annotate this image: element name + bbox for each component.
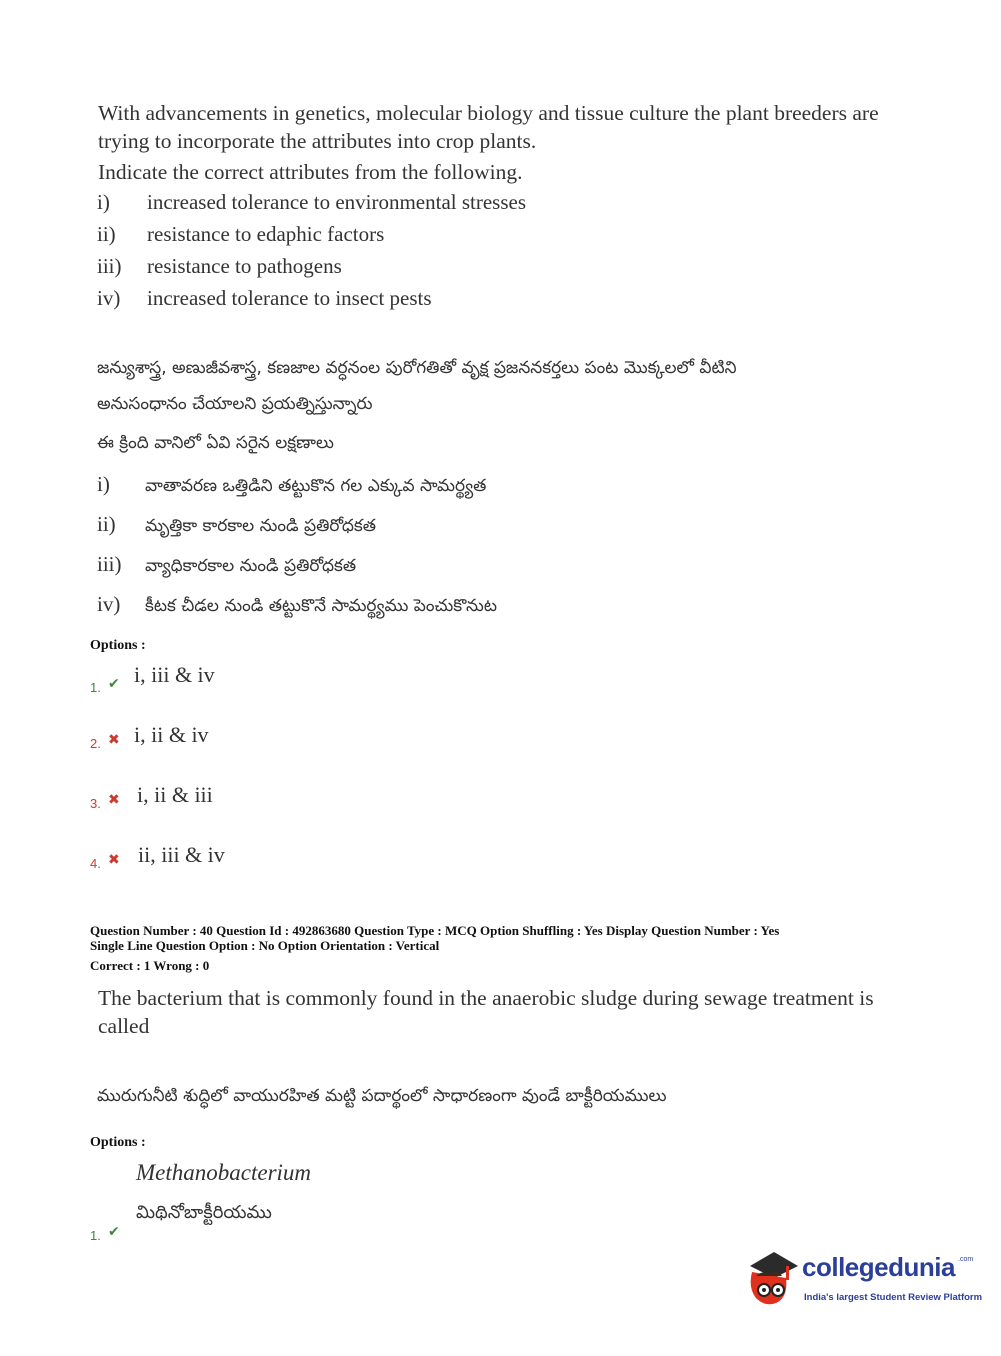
correct-check-icon: ✔ xyxy=(108,676,120,692)
list-item: ii) మృత్తికా కారకాల నుండి ప్రతిరోధకత xyxy=(97,512,377,536)
list-item: iv) కీటక చీడల నుండి తట్టుకొనే సామర్థ్యము పెంచుకొనుట xyxy=(97,592,497,616)
mascot-icon xyxy=(742,1248,802,1310)
question-text-line: trying to incorporate the attributes into crop plants. xyxy=(98,129,537,153)
option-text: Methanobacterium xyxy=(136,1160,312,1185)
logo-domain: .com xyxy=(958,1256,974,1263)
options-heading: Options : xyxy=(90,638,146,653)
marking-scheme: Correct : 1 Wrong : 0 xyxy=(90,958,210,973)
logo-wordmark: collegedunia xyxy=(802,1252,955,1282)
option-text: ii, iii & iv xyxy=(138,842,225,867)
correct-check-icon: ✔ xyxy=(108,1224,120,1240)
option-number: 2. xyxy=(90,736,101,751)
question-text-telugu: మురుగునీటి శుద్ధిలో వాయురహిత మట్టి పదార్థంలో సాధారణంగా వుండే బాక్టీరియములు xyxy=(97,1086,667,1106)
option-number: 1. xyxy=(90,680,101,695)
question-text-line: With advancements in genetics, molecular biology and tissue culture the plant breeders are xyxy=(98,101,879,125)
wrong-cross-icon: ✖ xyxy=(108,852,120,868)
option-number: 3. xyxy=(90,796,101,811)
list-item: iii) resistance to pathogens xyxy=(97,254,342,278)
wrong-cross-icon: ✖ xyxy=(108,732,120,748)
list-item: ii) resistance to edaphic factors xyxy=(97,222,385,246)
collegedunia-logo[interactable] xyxy=(742,1248,983,1318)
question-text-telugu: జన్యుశాస్త్ర, అణుజీవశాస్త్ర, కణజాల వర్ధనంల పురోగతితో వృక్ష ప్రజననకర్తలు పంట మొక్కలలో వీటిని xyxy=(97,358,737,378)
question-text-line: Indicate the correct attributes from the following. xyxy=(98,160,523,184)
option-text-telugu: మిథినోబాక్టీరియము xyxy=(136,1202,272,1223)
question-text-line: called xyxy=(98,1014,150,1038)
option-number: 4. xyxy=(90,856,101,871)
logo-tagline: India's largest Student Review Platform xyxy=(804,1292,983,1303)
list-item: i) increased tolerance to environmental stresses xyxy=(97,190,527,214)
list-item: iv) increased tolerance to insect pests xyxy=(97,286,432,310)
option-text: i, ii & iii xyxy=(137,782,213,807)
list-item: iii) వ్యాధికారకాల నుండి ప్రతిరోధకత xyxy=(97,552,357,576)
question-text-line: The bacterium that is commonly found in the anaerobic sludge during sewage treatment is xyxy=(98,986,874,1010)
options-heading: Options : xyxy=(90,1135,146,1150)
option-text: i, iii & iv xyxy=(134,662,215,687)
question-text-telugu: ఈ క్రింది వానిలో ఏవి సరైన లక్షణాలు xyxy=(97,433,334,453)
question-meta: Question Number : 40 Question Id : 492863680 Question Type : MCQ Option Shuffling : Yes Display Question Number : Yes xyxy=(90,923,780,938)
question-text-telugu: అనుసంధానం చేయాలని ప్రయత్నిస్తున్నారు xyxy=(97,394,373,414)
wrong-cross-icon: ✖ xyxy=(108,792,120,808)
option-number: 1. xyxy=(90,1228,101,1243)
question-meta: Single Line Question Option : No Option Orientation : Vertical xyxy=(90,938,440,953)
option-text: i, ii & iv xyxy=(134,722,209,747)
list-item: i) వాతావరణ ఒత్తిడిని తట్టుకొన గల ఎక్కువ సామర్థ్యత xyxy=(97,472,487,496)
